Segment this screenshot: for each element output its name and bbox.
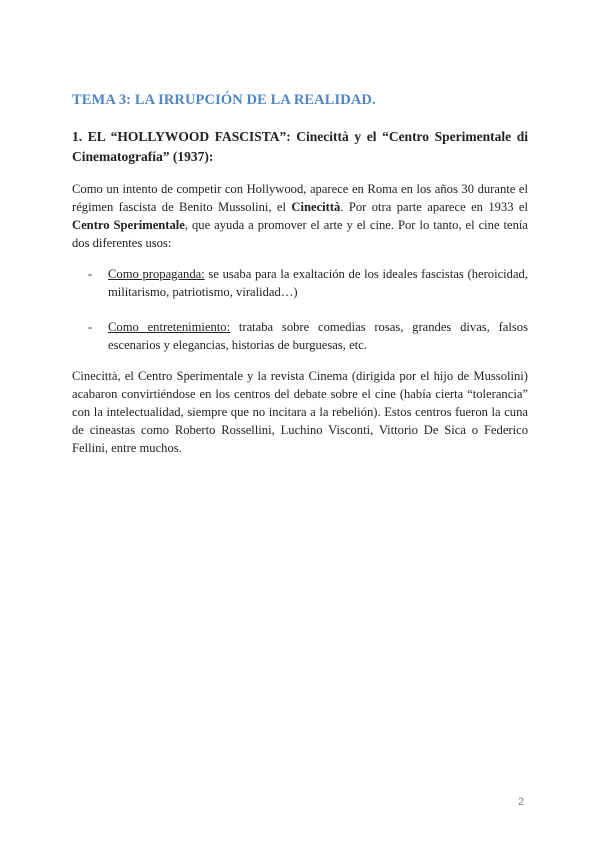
page-number: 2 [518, 796, 525, 808]
intro-text-1: Como un intento de competir con Hollywood, aparece en Roma en los años 30 durante el régimen fascista de Benito Mussolini, el [72, 182, 528, 214]
intro-bold-cinecitta: Cinecittà [291, 200, 341, 214]
page-title: TEMA 3: LA IRRUPCIÓN DE LA REALIDAD. [72, 92, 376, 108]
closing-paragraph: Cinecittà, el Centro Sperimentale y la revista Cinema (dirigida por el hijo de Mussolini) acabaron convirtiéndose en los centros del debate sobre el cine (había cierta “tolerancia” con la intelectualidad, siempre que no incitara a la rebelión). Estos centros fueron la cuna de cineastas como Roberto Rossellini, Luchino Visconti, Vittorio De Sica o Federico Fellini, entre muchos. [72, 369, 528, 455]
bullet-text [108, 318, 528, 354]
bullet-dash: - [88, 267, 93, 281]
bullet-body: trataba sobre comedias rosas, grandes divas, falsos escenarios y elegancias, historias de burguesas, etc. [108, 320, 528, 352]
intro-text-3: , que ayuda a promover el arte y el cine. Por lo tanto, el cine tenía dos diferentes usos: [72, 218, 529, 250]
bullet-propaganda [88, 265, 528, 301]
bullet-entretenimiento [88, 318, 528, 354]
bullet-body: se usaba para la exaltación de los ideales fascistas (heroicidad, militarismo, patriotismo, viralidad…) [108, 267, 529, 299]
bullet-label: Como entretenimiento: [108, 320, 231, 334]
intro-bold-centro: Centro Sperimentale [72, 218, 185, 232]
bullet-dash: - [88, 320, 93, 334]
bullet-text [108, 265, 528, 301]
section-heading: 1. EL “HOLLYWOOD FASCISTA”: Cinecittà y el “Centro Sperimentale di Cinematografía” (1937): [72, 129, 528, 164]
intro-text-2: . Por otra parte aparece en 1933 el [340, 200, 528, 214]
bullet-label: Como propaganda: [108, 267, 205, 281]
intro-paragraph [72, 180, 528, 252]
